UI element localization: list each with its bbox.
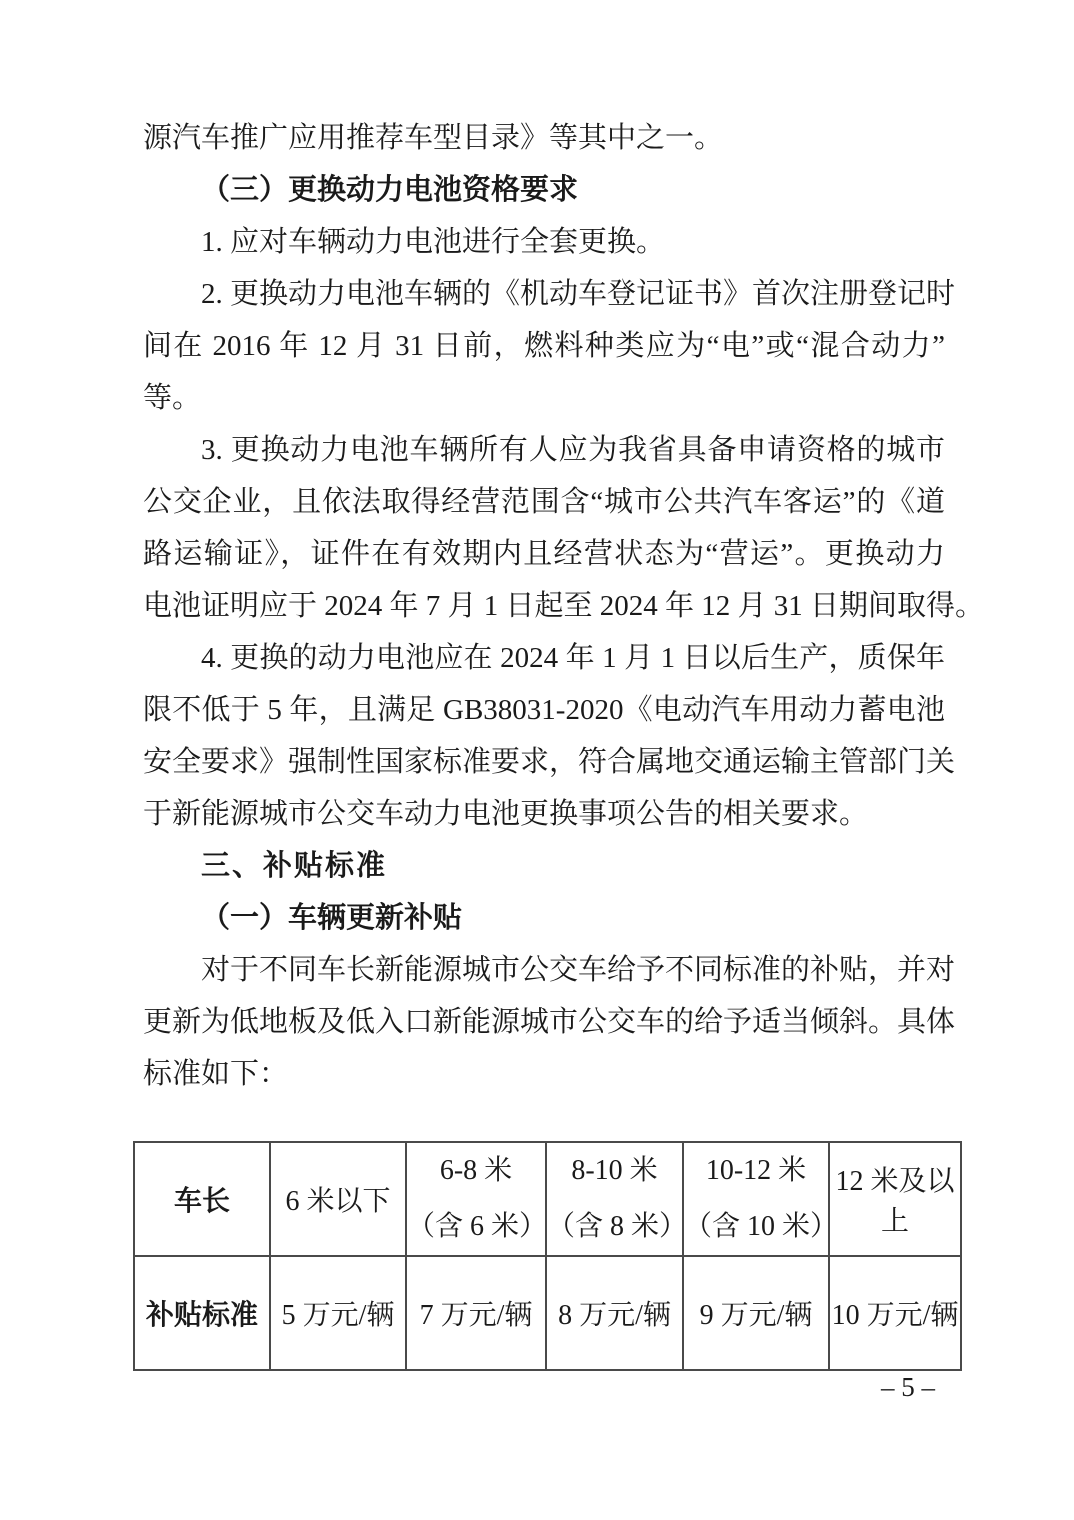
list-item-2-line-2: 间在 2016 年 12 月 31 日前，燃料种类应为“电”或“混合动力” [143,330,945,362]
list-item-3-line-1: 3. 更换动力电池车辆所有人应为我省具备申请资格的城市 [201,434,945,466]
list-item-4-line-4: 于新能源城市公交车动力电池更换事项公告的相关要求。 [143,798,869,830]
list-item-3-line-4: 电池证明应于 2024 年 7 月 1 日起至 2024 年 12 月 31 日期间取得。 [143,590,985,622]
cell-line-inclusive: （含 8 米） [547,1211,688,1242]
list-item-4-line-2: 限不低于 5 年，且满足 GB38031-2020《电动汽车用动力蓄电池 [143,694,945,726]
table-header-vehicle-length: 车长 [134,1142,270,1256]
cell-line-range: 8-10 米 [571,1155,658,1186]
table-header-subsidy-standard: 补贴标准 [134,1256,270,1370]
list-item-1: 1. 应对车辆动力电池进行全套更换。 [201,226,666,258]
subsidy-table [133,1141,962,1371]
body-paragraph-line-2: 更新为低地板及低入口新能源城市公交车的给予适当倾斜。具体 [143,1006,956,1038]
body-paragraph-line-3: 标准如下： [143,1058,289,1090]
list-item-4-line-3: 安全要求》强制性国家标准要求，符合属地交通运输主管部门关 [143,746,956,778]
table-cell-subsidy-8w: 8 万元/辆 [546,1256,683,1370]
body-line-continuation: 源汽车推广应用推荐车型目录》等其中之一。 [143,122,724,154]
table-row-vehicle-length [134,1142,961,1256]
body-paragraph-line-1: 对于不同车长新能源城市公交车给予不同标准的补贴，并对 [201,954,956,986]
cell-line-inclusive: （含 6 米） [407,1211,548,1242]
cell-line-inclusive: （含 10 米） [684,1211,839,1242]
subsection-heading-battery-eligibility: （三）更换动力电池资格要求 [201,174,579,206]
table-cell-length-6-8m [406,1142,546,1256]
table-row-subsidy-standard [134,1256,961,1370]
table-cell-subsidy-10w: 10 万元/辆 [829,1256,961,1370]
list-item-2-line-3: 等。 [143,382,202,414]
cell-line-range: 10-12 米 [705,1155,807,1186]
list-item-4-line-1: 4. 更换的动力电池应在 2024 年 1 月 1 日以后生产，质保年 [201,642,945,674]
cell-line-range: 6-8 米 [439,1155,513,1186]
document-body [143,112,985,1371]
subsection-heading-vehicle-renewal-subsidy: （一）车辆更新补贴 [201,902,463,934]
section-heading-subsidy-standards: 三、补贴标准 [201,850,388,882]
table-cell-subsidy-7w: 7 万元/辆 [406,1256,546,1370]
list-item-2-line-1: 2. 更换动力电池车辆的《机动车登记证书》首次注册登记时 [201,278,956,310]
table-cell-subsidy-5w: 5 万元/辆 [270,1256,406,1370]
table-cell-length-over-12m: 12 米及以上 [829,1142,961,1256]
table-cell-length-10-12m [683,1142,839,1256]
page-number: – 5 – [881,1372,935,1402]
table-cell-subsidy-9w: 9 万元/辆 [683,1256,829,1370]
table-cell-length-8-10m [546,1142,688,1256]
list-item-3-line-3: 路运输证》，证件在有效期内且经营状态为“营运”。更换动力 [143,538,945,570]
table-cell-length-under-6m: 6 米以下 [270,1142,406,1256]
list-item-3-line-2: 公交企业，且依法取得经营范围含“城市公共汽车客运”的《道 [143,486,945,518]
